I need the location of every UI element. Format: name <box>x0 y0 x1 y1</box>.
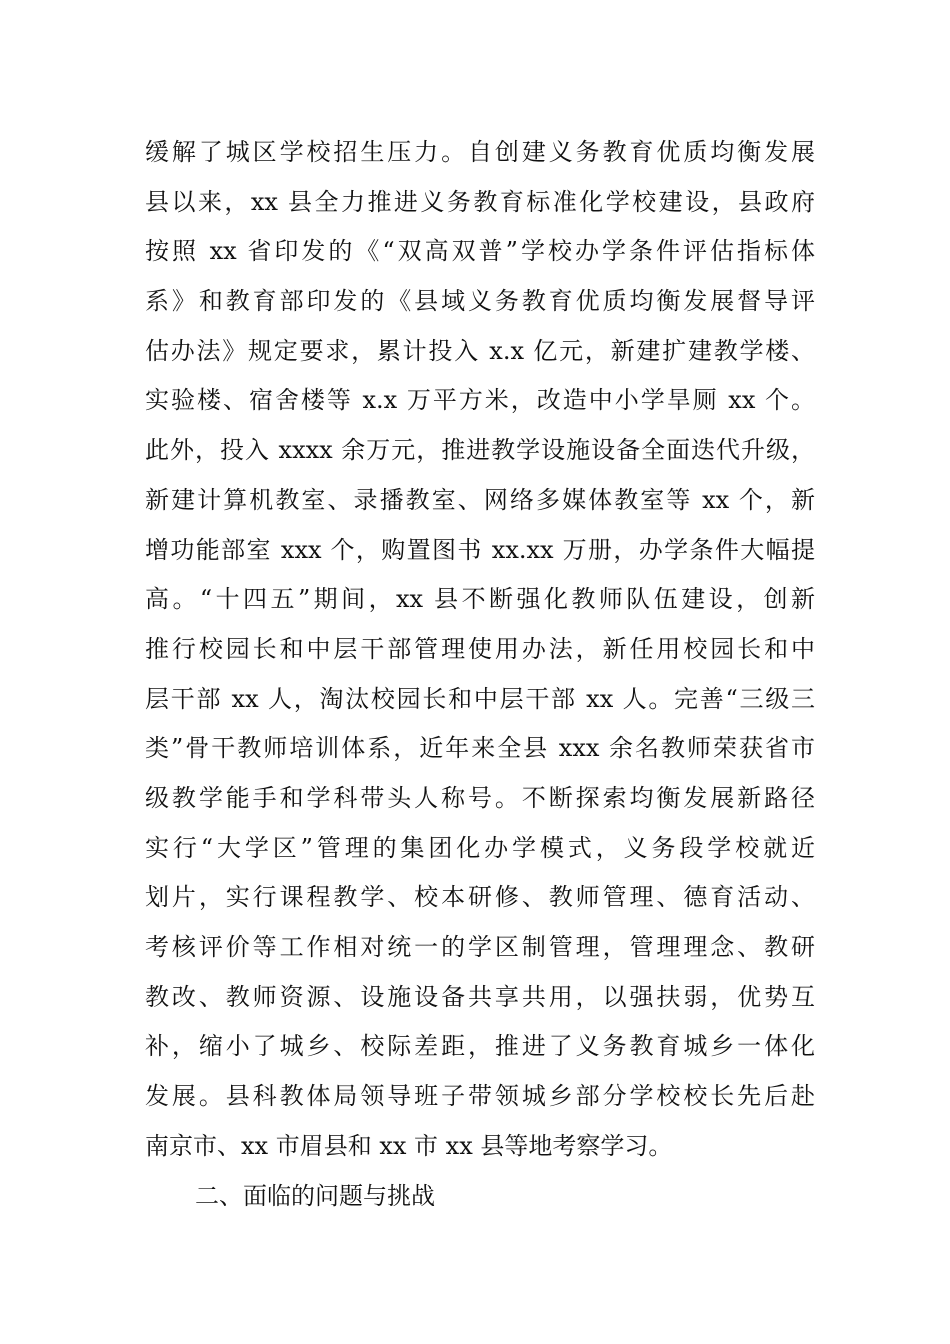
paragraph-line: 增功能部室 xxx 个，购置图书 xx.xx 万册，办学条件大幅提 <box>145 535 815 564</box>
paragraph-line: 层干部 xx 人，淘汰校园长和中层干部 xx 人。完善“三级三 <box>145 684 815 713</box>
paragraph-line: 划片，实行课程教学、校本研修、教师管理、德育活动、 <box>145 883 815 912</box>
paragraph-line: 教改、教师资源、设施设备共享共用，以强扶弱，优势互 <box>145 982 815 1011</box>
paragraph-line: 高。“十四五”期间，xx 县不断强化教师队伍建设，创新 <box>145 585 815 614</box>
paragraph-line: 实验楼、宿舍楼等 x.x 万平方米，改造中小学旱厕 xx 个。 <box>145 386 815 415</box>
paragraph-line: 估办法》规定要求，累计投入 x.x 亿元，新建扩建教学楼、 <box>145 336 815 365</box>
paragraph-line: 补，缩小了城乡、校际差距，推进了义务教育城乡一体化 <box>145 1032 815 1061</box>
paragraph-line: 此外，投入 xxxx 余万元，推进教学设施设备全面迭代升级， <box>145 436 815 465</box>
paragraph-line: 实行“大学区”管理的集团化办学模式，义务段学校就近 <box>145 833 815 862</box>
paragraph-line: 新建计算机教室、录播教室、网络多媒体教室等 xx 个，新 <box>145 485 815 514</box>
paragraph-line: 发展。县科教体局领导班子带领城乡部分学校校长先后赴 <box>145 1082 815 1111</box>
paragraph-line: 县以来，xx 县全力推进义务教育标准化学校建设，县政府 <box>145 187 815 216</box>
paragraph-line: 级教学能手和学科带头人称号。不断探索均衡发展新路径 <box>145 783 815 812</box>
paragraph-line: 类”骨干教师培训体系，近年来全县 xxx 余名教师荣获省市 <box>145 734 815 763</box>
paragraph-line: 系》和教育部印发的《县域义务教育优质均衡发展督导评 <box>145 287 815 316</box>
paragraph-line: 南京市、xx 市眉县和 xx 市 xx 县等地考察学习。 <box>145 1131 673 1160</box>
body-paragraph <box>145 128 815 1171</box>
paragraph-line: 按照 xx 省印发的《“双高双普”学校办学条件评估指标体 <box>145 237 815 266</box>
paragraph-line: 缓解了城区学校招生压力。自创建义务教育优质均衡发展 <box>145 138 815 166</box>
paragraph-line: 考核评价等工作相对统一的学区制管理，管理理念、教研 <box>145 933 815 961</box>
section-heading: 二、面临的问题与挑战 <box>195 1182 435 1210</box>
paragraph-line: 推行校园长和中层干部管理使用办法，新任用校园长和中 <box>145 634 815 663</box>
